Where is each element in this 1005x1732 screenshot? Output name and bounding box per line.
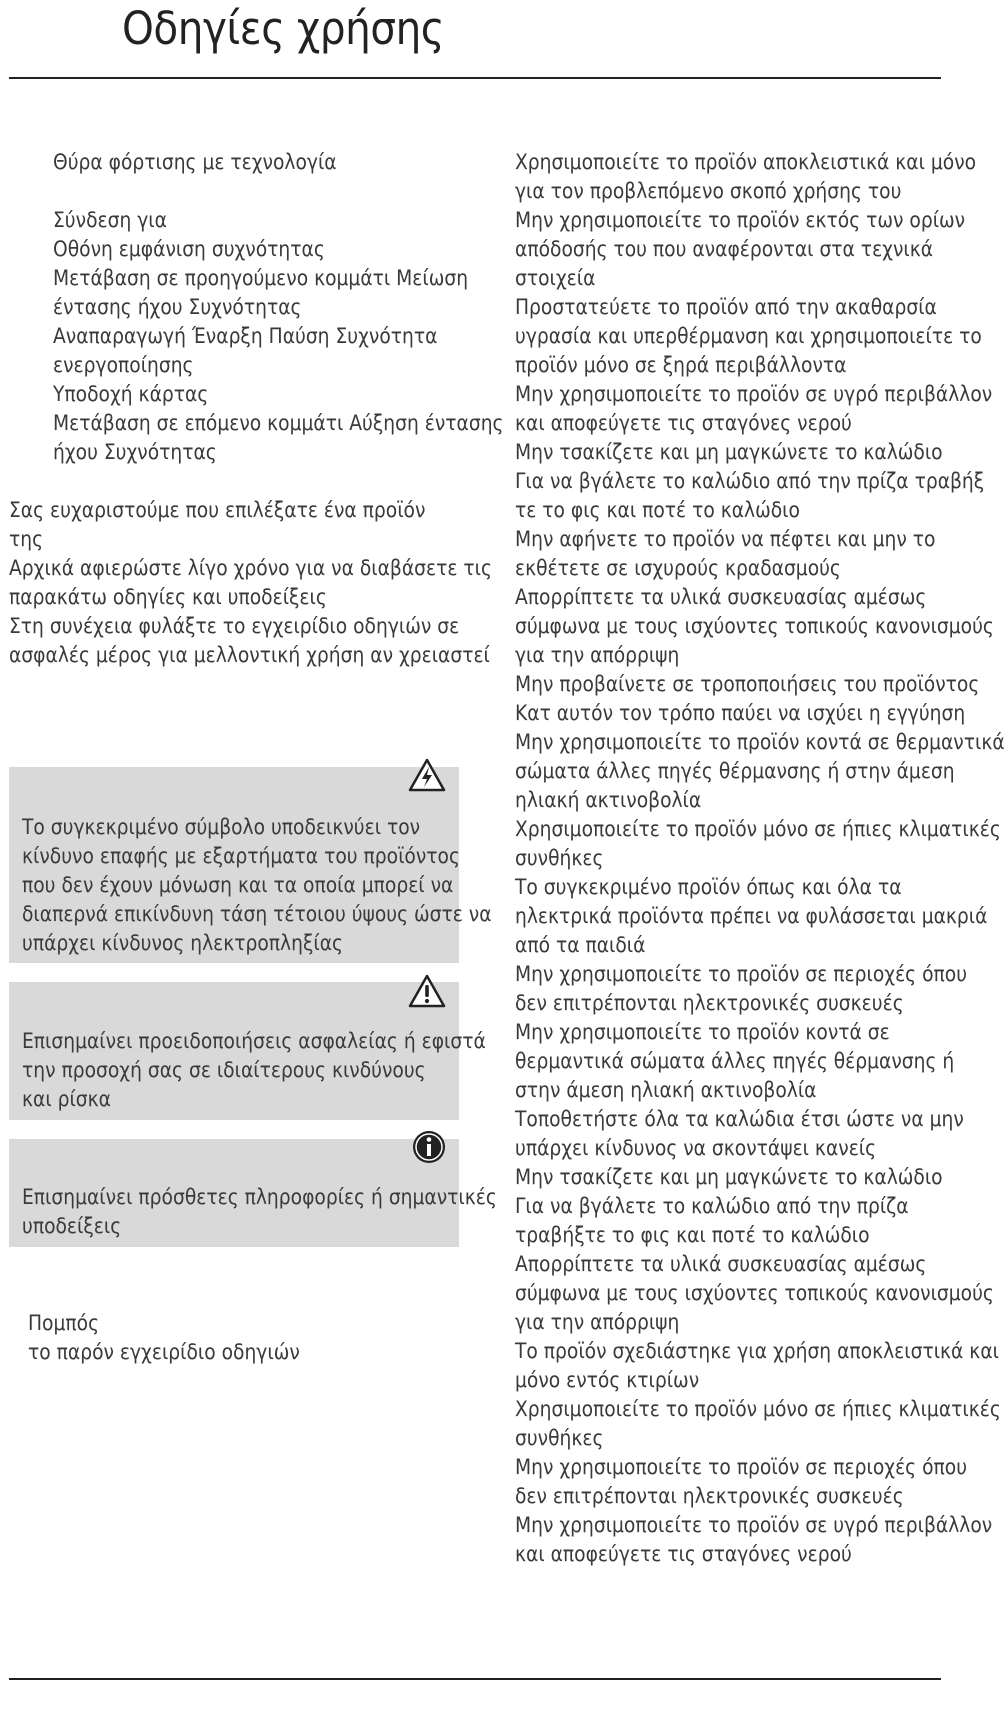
- page-title: Οδηγίες χρήσης: [122, 2, 445, 55]
- controls-line: Σύνδεση για: [53, 208, 167, 232]
- safety-line: τραβήξτε το φις και ποτέ το καλώδιο: [515, 1223, 870, 1247]
- safety-line: Απορρίπτετε τα υλικά συσκευασίας αμέσως: [515, 1252, 927, 1276]
- info-text: [22, 1183, 497, 1241]
- intro-line: Στη συνέχεια φυλάξτε το εγχειρίδιο οδηγιών σε: [9, 614, 460, 638]
- package-line: το παρόν εγχειρίδιο οδηγιών: [28, 1340, 300, 1364]
- safety-line: Μην τσακίζετε και μη μαγκώνετε το καλώδιο: [515, 440, 943, 464]
- safety-line: ηλιακή ακτινοβολία: [515, 788, 702, 812]
- safety-line: υπάρχει κίνδυνος να σκοντάψει κανείς: [515, 1136, 877, 1160]
- safety-line: απόδοσής του που αναφέρονται στα τεχνικά: [515, 237, 934, 261]
- controls-line: Μετάβαση σε επόμενο κομμάτι Αύξηση έντασης: [53, 411, 504, 435]
- safety-line: Μην χρησιμοποιείτε το προϊόν κοντά σε: [515, 1020, 890, 1044]
- bottom-divider: [9, 1678, 941, 1680]
- warning-text: [22, 1027, 486, 1114]
- controls-line: Θύρα φόρτισης με τεχνολογία: [53, 150, 337, 174]
- warning-box: [9, 982, 486, 1120]
- box-line: υποδείξεις: [22, 1214, 122, 1238]
- info-icon: [411, 1129, 447, 1165]
- safety-line: μόνο εντός κτιρίων: [515, 1368, 700, 1392]
- controls-list: [53, 148, 504, 467]
- safety-line: σύμφωνα με τους ισχύοντες τοπικούς κανονισμούς: [515, 1281, 994, 1305]
- intro-line: Σας ευχαριστούμε που επιλέξατε ένα προϊόν: [9, 498, 426, 522]
- box-line: Επισημαίνει προειδοποιήσεις ασφαλείας ή εφιστά: [22, 1029, 486, 1053]
- box-line: υπάρχει κίνδυνος ηλεκτροπληξίας: [22, 931, 343, 955]
- intro-line: παρακάτω οδηγίες και υποδείξεις: [9, 585, 327, 609]
- package-contents: [28, 1309, 300, 1367]
- safety-line: Μην χρησιμοποιείτε το προϊόν κοντά σε θερμαντικά: [515, 730, 1005, 754]
- controls-line: έντασης ήχου Συχνότητας: [53, 295, 302, 319]
- safety-line: Για να βγάλετε το καλώδιο από την πρίζα τραβήξ: [515, 469, 985, 493]
- controls-line: Μετάβαση σε προηγούμενο κομμάτι Μείωση: [53, 266, 469, 290]
- controls-line: ενεργοποίησης: [53, 353, 194, 377]
- safety-line: δεν επιτρέπονται ηλεκτρονικές συσκευές: [515, 1484, 904, 1508]
- safety-line: Μην χρησιμοποιείτε το προϊόν σε περιοχές όπου: [515, 962, 968, 986]
- safety-line: και αποφεύγετε τις σταγόνες νερού: [515, 1542, 852, 1566]
- safety-line: για τον προβλεπόμενο σκοπό χρήσης του: [515, 179, 902, 203]
- safety-line: για την απόρριψη: [515, 643, 680, 667]
- safety-line: στοιχεία: [515, 266, 596, 290]
- safety-line: θερμαντικά σώματα άλλες πηγές θέρμανσης ή: [515, 1049, 955, 1073]
- safety-line: Χρησιμοποιείτε το προϊόν μόνο σε ήπιες κλιματικές: [515, 817, 1001, 841]
- box-line: που δεν έχουν μόνωση και τα οποία μπορεί να: [22, 873, 454, 897]
- safety-line: εκθέτετε σε ισχυρούς κραδασμούς: [515, 556, 841, 580]
- box-line: διαπερνά επικίνδυνη τάση τέτοιου ύψους ώστε να: [22, 902, 492, 926]
- controls-line: [53, 177, 504, 206]
- safety-line: συνθήκες: [515, 846, 604, 870]
- safety-line: Τοποθετήστε όλα τα καλώδια έτσι ώστε να μην: [515, 1107, 964, 1131]
- safety-instructions: [515, 148, 1005, 1569]
- intro-line: ασφαλές μέρος για μελλοντική χρήση αν χρειαστεί: [9, 643, 490, 667]
- intro-line: της: [9, 527, 44, 551]
- safety-line: Μην προβαίνετε σε τροποποιήσεις του προϊόντος: [515, 672, 980, 696]
- safety-line: τε το φις και ποτέ το καλώδιο: [515, 498, 800, 522]
- controls-line: ήχου Συχνότητας: [53, 440, 217, 464]
- box-line: Το συγκεκριμένο σύμβολο υποδεικνύει τον: [22, 815, 421, 839]
- safety-line: προϊόν μόνο σε ξηρά περιβάλλοντα: [515, 353, 847, 377]
- safety-line: Χρησιμοποιείτε το προϊόν αποκλειστικά και μόνο: [515, 150, 977, 174]
- safety-line: ηλεκτρικά προϊόντα πρέπει να φυλάσσεται μακριά: [515, 904, 988, 928]
- safety-line: στην άμεση ηλιακή ακτινοβολία: [515, 1078, 817, 1102]
- package-line: Πομπός: [28, 1311, 100, 1335]
- safety-line: υγρασία και υπερθέρμανση και χρησιμοποιείτε το: [515, 324, 982, 348]
- safety-line: συνθήκες: [515, 1426, 604, 1450]
- safety-line: σώματα άλλες πηγές θέρμανσης ή στην άμεση: [515, 759, 955, 783]
- intro-text: [9, 496, 492, 670]
- safety-line: Προστατεύετε το προϊόν από την ακαθαρσία: [515, 295, 937, 319]
- safety-line: Μην χρησιμοποιείτε το προϊόν εκτός των ορίων: [515, 208, 966, 232]
- box-line: την προσοχή σας σε ιδιαίτερους κινδύνους: [22, 1058, 426, 1082]
- box-line: Επισημαίνει πρόσθετες πληροφορίες ή σημαντικές: [22, 1185, 497, 1209]
- safety-line: για την απόρριψη: [515, 1310, 680, 1334]
- controls-line: Αναπαραγωγή Έναρξη Παύση Συχνότητα: [53, 324, 438, 348]
- safety-line: Μην χρησιμοποιείτε το προϊόν σε περιοχές όπου: [515, 1455, 968, 1479]
- safety-line: από τα παιδιά: [515, 933, 646, 957]
- safety-line: Το συγκεκριμένο προϊόν όπως και όλα τα: [515, 875, 902, 899]
- controls-line: Υποδοχή κάρτας: [53, 382, 209, 406]
- safety-line: Χρησιμοποιείτε το προϊόν μόνο σε ήπιες κλιματικές: [515, 1397, 1001, 1421]
- intro-line: Αρχικά αφιερώστε λίγο χρόνο για να διαβάσετε τις: [9, 556, 492, 580]
- safety-line: δεν επιτρέπονται ηλεκτρονικές συσκευές: [515, 991, 904, 1015]
- safety-line: Απορρίπτετε τα υλικά συσκευασίας αμέσως: [515, 585, 927, 609]
- top-divider: [9, 77, 941, 79]
- safety-line: και αποφεύγετε τις σταγόνες νερού: [515, 411, 852, 435]
- safety-line: Το προϊόν σχεδιάστηκε για χρήση αποκλειστικά και: [515, 1339, 999, 1363]
- electric-hazard-text: [22, 813, 492, 958]
- safety-line: Κατ αυτόν τον τρόπο παύει να ισχύει η εγγύηση: [515, 701, 966, 725]
- electric-hazard-box: [9, 767, 492, 963]
- warning-icon: [407, 973, 447, 1009]
- box-line: κίνδυνο επαφής με εξαρτήματα του προϊόντος: [22, 844, 460, 868]
- safety-line: Μην αφήνετε το προϊόν να πέφτει και μην το: [515, 527, 936, 551]
- safety-line: σύμφωνα με τους ισχύοντες τοπικούς κανονισμούς: [515, 614, 994, 638]
- info-box: [9, 1139, 497, 1247]
- controls-line: Οθόνη εμφάνιση συχνότητας: [53, 237, 325, 261]
- safety-line: Για να βγάλετε το καλώδιο από την πρίζα: [515, 1194, 909, 1218]
- safety-line: Μην τσακίζετε και μη μαγκώνετε το καλώδιο: [515, 1165, 943, 1189]
- electric-hazard-icon: [407, 757, 447, 793]
- safety-line: Μην χρησιμοποιείτε το προϊόν σε υγρό περιβάλλον: [515, 1513, 993, 1537]
- safety-line: Μην χρησιμοποιείτε το προϊόν σε υγρό περιβάλλον: [515, 382, 993, 406]
- box-line: και ρίσκα: [22, 1087, 111, 1111]
